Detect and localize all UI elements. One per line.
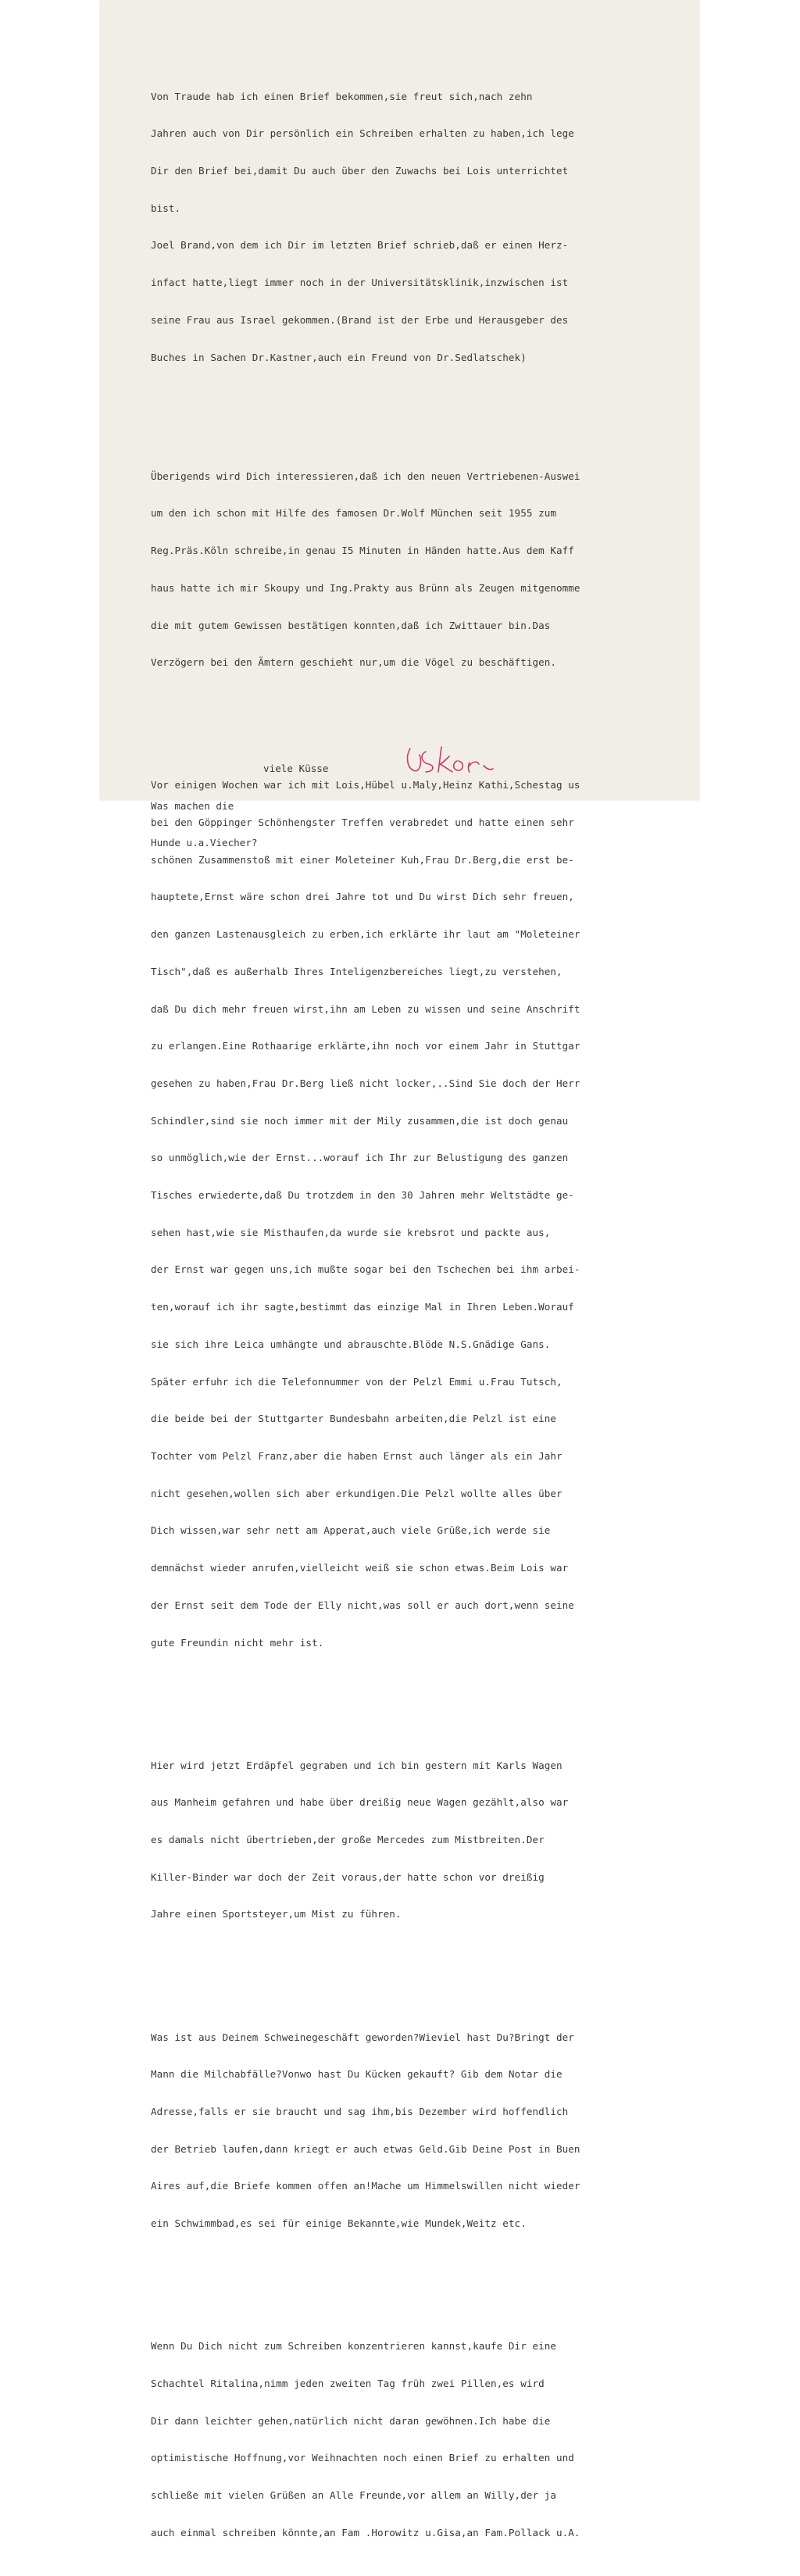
letter-closing [151, 738, 328, 862]
paragraph [151, 2315, 698, 2563]
text-line: um den ich schon mit Hilfe des famosen Dr.Wolf München seit 1955 zum [151, 507, 556, 520]
text-line: Tochter vom Pelzl Franz,aber die haben Ernst auch länger als ein Jahr [151, 1450, 562, 1462]
text-line: schließe mit vielen Grüßen an Alle Freunde,vor allem an Willy,der ja [151, 2489, 556, 2502]
text-line: haus hatte ich mir Skoupy und Ing.Prakty aus Brünn als Zeugen mitgenomme [151, 581, 580, 594]
text-line: der Ernst seit dem Tode der Elly nicht,was soll er auch dort,wenn seine [151, 1599, 574, 1611]
text-line: Jahre einen Sportsteyer,um Mist zu führen. [151, 1908, 402, 1920]
text-line: hauptete,Ernst wäre schon drei Jahre tot und Du wirst Dich sehr freuen, [151, 891, 574, 903]
paragraph [151, 66, 698, 388]
text-line: Verzögern bei den Ämtern geschieht nur,um die Vögel zu beschäftigen. [151, 656, 556, 669]
text-line: Reg.Präs.Köln schreibe,in genau I5 Minuten in Händen hatte.Aus dem Kaff [151, 545, 574, 557]
text-line: optimistische Hoffnung,vor Weihnachten noch einen Brief zu erhalten und [151, 2452, 574, 2464]
text-line: Mann die Milchabfälle?Vonwo hast Du Kücken gekauft? Gib dem Notar die [151, 2068, 562, 2081]
text-line: zu erlangen.Eine Rothaarige erklärte,ihn noch vor einem Jahr in Stuttgar [151, 1040, 580, 1052]
text-line: Dir den Brief bei,damit Du auch über den Zuwachs bei Lois unterrichtet [151, 165, 569, 177]
text-line: schönen Zusammenstoß mit einer Moleteiner Kuh,Frau Dr.Berg,die erst be- [151, 853, 574, 866]
text-line: Aires auf,die Briefe kommen offen an!Mache um Himmelswillen nicht wieder [151, 2180, 580, 2192]
text-line: es damals nicht übertrieben,der große Mercedes zum Mistbreiten.Der [151, 1834, 545, 1846]
text-line: Wenn Du Dich nicht zum Schreiben konzentrieren kannst,kaufe Dir eine [151, 2340, 556, 2353]
text-line: Jahren auch von Dir persönlich ein Schreiben erhalten zu haben,ich lege [151, 127, 574, 140]
text-line: bist. [151, 202, 181, 214]
text-line: Killer-Binder war doch der Zeit voraus,der hatte schon vor dreißig [151, 1870, 545, 1883]
text-line: aus Manheim gefahren und habe über dreißig neue Wagen gezählt,also war [151, 1796, 569, 1809]
paragraph [151, 755, 698, 1674]
text-line: die mit gutem Gewissen bestätigen konnten,daß ich Zwittauer bin.Das [151, 619, 551, 631]
closing-line: Hunde u.a.Viecher? [151, 837, 258, 849]
closing-line: Was machen die [151, 799, 234, 812]
text-line: Schindler,sind sie noch immer mit der Mily zusammen,die ist doch genau [151, 1114, 569, 1127]
text-line: bei den Göppinger Schönhengster Treffen verabredet und hatte einen sehr [151, 816, 574, 829]
text-line: Tisches erwiederte,daß Du trotzdem in den 30 Jahren mehr Weltstädte ge- [151, 1189, 574, 1202]
text-line: Tisch",daß es außerhalb Ihres Inteligenzbereiches liegt,zu verstehen, [151, 965, 562, 977]
text-line: nicht gesehen,wollen sich aber erkundigen.Die Pelzl wollte alles über [151, 1487, 562, 1499]
text-line: Dich wissen,war sehr nett am Apperat,auch viele Grüße,ich werde sie [151, 1524, 551, 1537]
text-line: Joel Brand,von dem ich Dir im letzten Brief schrieb,daß er einen Herz- [151, 239, 569, 252]
text-line: Vor einigen Wochen war ich mit Lois,Hübel u.Maly,Heinz Kathi,Schestag us [151, 779, 580, 791]
text-line: der Ernst war gegen uns,ich mußte sogar bei den Tschechen bei ihm arbei- [151, 1263, 580, 1276]
text-line: seine Frau aus Israel gekommen.(Brand ist der Erbe und Herausgeber des [151, 313, 569, 326]
text-line: so unmöglich,wie der Ernst...worauf ich Ihr zur Belustigung des ganzen [151, 1152, 569, 1164]
text-line: Was ist aus Deinem Schweinegeschäft geworden?Wieviel hast Du?Bringt der [151, 2031, 574, 2043]
text-line: sie sich ihre Leica umhängte und abrauschte.Blöde N.S.Gnädige Gans. [151, 1338, 551, 1350]
text-line: ein Schwimmbad,es sei für einige Bekannte,wie Mundek,Weitz etc. [151, 2217, 527, 2230]
text-line: gute Freundin nicht mehr ist. [151, 1636, 324, 1649]
typed-letter-body [151, 41, 698, 2576]
text-line: sehen hast,wie sie Misthaufen,da wurde sie krebsrot und packte aus, [151, 1226, 551, 1238]
text-line: Schachtel Ritalina,nimm jeden zweiten Tag früh zwei Pillen,es wird [151, 2377, 545, 2389]
handwritten-signature [402, 742, 512, 777]
paragraph [151, 2006, 698, 2255]
text-line: demnächst wieder anrufen,vielleicht weiß sie schon etwas.Beim Lois war [151, 1562, 569, 1574]
text-line: Von Traude hab ich einen Brief bekommen,sie freut sich,nach zehn [151, 90, 533, 102]
text-line: infact hatte,liegt immer noch in der Universitätsklinik,inzwischen ist [151, 277, 569, 289]
text-line: Hier wird jetzt Erdäpfel gegraben und ich bin gestern mit Karls Wagen [151, 1759, 562, 1771]
paragraph [151, 1735, 698, 1945]
text-line: daß Du dich mehr freuen wirst,ihn am Leben zu wissen und seine Anschrift [151, 1002, 580, 1015]
text-line: die beide bei der Stuttgarter Bundesbahn arbeiten,die Pelzl ist eine [151, 1413, 556, 1425]
text-line: der Betrieb laufen,dann kriegt er auch etwas Geld.Gib Deine Post in Buen [151, 2142, 580, 2155]
text-line: Überigends wird Dich interessieren,daß ich den neuen Vertriebenen-Auswei [151, 470, 580, 482]
paragraph [151, 445, 698, 694]
text-line: ten,worauf ich ihr sagte,bestimmt das einzige Mal in Ihren Leben.Worauf [151, 1301, 574, 1313]
closing-line: viele Küsse [151, 762, 329, 774]
text-line: Später erfuhr ich die Telefonnummer von der Pelzl Emmi u.Frau Tutsch, [151, 1375, 562, 1388]
text-line: den ganzen Lastenausgleich zu erben,ich erklärte ihr laut am "Moleteiner [151, 928, 580, 941]
text-line: Dir dann leichter gehen,natürlich nicht daran gewöhnen.Ich habe die [151, 2414, 551, 2427]
text-line: auch einmal schreiben könnte,an Fam .Horowitz u.Gisa,an Fam.Pollack u.A. [151, 2526, 580, 2538]
text-line: gesehen zu haben,Frau Dr.Berg ließ nicht locker,..Sind Sie doch der Herr [151, 1077, 580, 1089]
text-line: Adresse,falls er sie braucht und sag ihm,bis Dezember wird hoffendlich [151, 2106, 569, 2118]
text-line: Buches in Sachen Dr.Kastner,auch ein Freund von Dr.Sedlatschek) [151, 351, 527, 363]
